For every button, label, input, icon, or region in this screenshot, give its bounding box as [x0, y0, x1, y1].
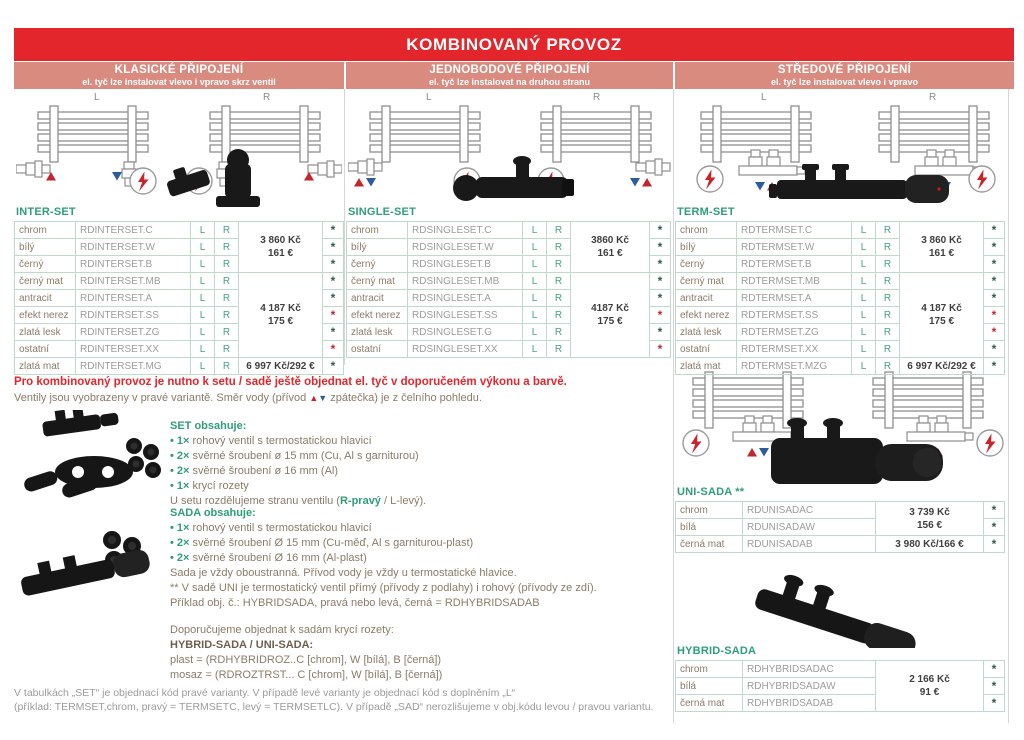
right-variant-cell: R: [547, 239, 571, 256]
table-title: HYBRID-SADA: [677, 645, 757, 657]
order-code-cell: RDUNISADAB: [743, 536, 876, 553]
stock-asterisk: *: [323, 290, 344, 307]
left-variant-cell: L: [191, 358, 215, 375]
column-header-klasicke: [14, 62, 344, 89]
stock-asterisk: *: [323, 239, 344, 256]
right-variant-cell: R: [876, 324, 900, 341]
stock-asterisk: *: [323, 324, 344, 341]
left-variant-cell: L: [191, 239, 215, 256]
table-row: [676, 661, 1005, 678]
order-code-cell: RDHYBRIDSADAB: [743, 695, 876, 712]
right-variant-cell: R: [215, 341, 239, 358]
list-item: • 1× rohový ventil s termostatickou hlavicí: [170, 522, 372, 534]
stock-asterisk: *: [984, 290, 1005, 307]
left-variant-cell: L: [523, 290, 547, 307]
order-code-cell: RDTERMSET.W: [737, 239, 852, 256]
flow-in-icon: [642, 178, 652, 187]
order-code-cell: RDTERMSET.XX: [737, 341, 852, 358]
price-cell: 3 860 Kč 161 €: [900, 222, 984, 273]
left-variant-cell: L: [191, 256, 215, 273]
list-item: • 2× svěrné šroubení Ø 15 mm (Cu-měď, Al s garniturou-plast): [170, 537, 474, 549]
column-title: JEDNOBODOVÉ PŘIPOJENÍ: [429, 64, 590, 76]
order-code-cell: RDSINGLESET.SS: [408, 307, 523, 324]
list-item: • 1× rohový ventil s termostatickou hlavicí: [170, 435, 372, 447]
right-variant-cell: R: [876, 256, 900, 273]
stock-asterisk: *: [984, 273, 1005, 290]
flow-out-icon: ▼: [318, 393, 328, 403]
right-variant-cell: R: [215, 273, 239, 290]
left-variant-cell: L: [523, 273, 547, 290]
price-cell: 4 187 Kč 175 €: [900, 273, 984, 358]
table-row: [676, 502, 1005, 519]
stock-asterisk: *: [650, 290, 671, 307]
sada-contents-block: [170, 506, 675, 683]
right-variant-cell: R: [215, 358, 239, 375]
sada-items-list: [170, 521, 675, 566]
color-cell: černý: [15, 256, 76, 273]
text-line: plast = (RDHYBRIDROZ..C [chrom], W [bílá], B [černá]): [170, 654, 442, 666]
order-code-cell: RDINTERSET.ZG: [76, 324, 191, 341]
right-variant-cell: R: [876, 239, 900, 256]
order-code-cell: RDSINGLESET.C: [408, 222, 523, 239]
electric-rod-icon: [683, 430, 709, 456]
set-heading: SET obsahuje:: [170, 420, 247, 432]
column-headers: [14, 62, 1014, 89]
right-variant-cell: R: [876, 341, 900, 358]
radiator-left-label: L: [426, 92, 432, 103]
price-cell: 3 739 Kč 156 €: [876, 502, 984, 536]
column-title: KLASICKÉ PŘIPOJENÍ: [114, 64, 244, 76]
left-variant-cell: L: [523, 307, 547, 324]
table-row: [347, 273, 671, 290]
color-cell: černý: [676, 256, 737, 273]
table-row: [676, 358, 1005, 375]
flow-out-icon: [755, 182, 765, 191]
column-title: STŘEDOVÉ PŘIPOJENÍ: [777, 64, 912, 76]
table-title: INTER-SET: [16, 206, 76, 218]
order-code-cell: RDINTERSET.C: [76, 222, 191, 239]
electric-rod-icon: [977, 430, 1003, 456]
stock-asterisk: *: [984, 222, 1005, 239]
text-line: Sada je vždy oboustranná. Přívod vody je vždy u termostatické hlavice.: [170, 567, 517, 579]
table-row: [676, 536, 1005, 553]
order-code-cell: RDINTERSET.MB: [76, 273, 191, 290]
list-item: • 2× svěrné šroubení ø 16 mm (Al): [170, 465, 339, 477]
color-cell: černý mat: [676, 273, 737, 290]
stock-asterisk: *: [323, 256, 344, 273]
column-subtitle: el. tyč lze instalovat na druhou stranu: [428, 77, 591, 87]
set-contents-block: [170, 419, 675, 509]
order-code-cell: RDSINGLESET.B: [408, 256, 523, 273]
right-variant-cell: R: [876, 290, 900, 307]
diagram-jednobodove-pripojeni: [348, 90, 673, 212]
page-title: KOMBINOVANÝ PROVOZ: [406, 34, 622, 54]
text-line: ** V sadě UNI je termostatický ventil přímý (přívody z podlahy) i rohový (přívody ze zdí).: [170, 582, 597, 594]
color-cell: zlatá lesk: [347, 324, 408, 341]
stock-asterisk: *: [323, 273, 344, 290]
order-code-cell: RDSINGLESET.A: [408, 290, 523, 307]
color-cell: antracit: [676, 290, 737, 307]
color-cell: antracit: [347, 290, 408, 307]
left-variant-cell: L: [852, 290, 876, 307]
rozety-heading: HYBRID-SADA / UNI-SADA:: [170, 639, 314, 651]
color-cell: bílý: [15, 239, 76, 256]
price-table: [346, 221, 671, 358]
right-variant-cell: R: [876, 307, 900, 324]
left-variant-cell: L: [191, 307, 215, 324]
hybrid-sada-product-photo: [735, 556, 955, 648]
left-variant-cell: L: [852, 239, 876, 256]
table-row: [676, 273, 1005, 290]
right-variant-cell: R: [215, 307, 239, 324]
right-variant-cell: R: [547, 341, 571, 358]
left-variant-cell: L: [523, 256, 547, 273]
single-set-table-section: [346, 206, 671, 358]
color-cell: antracit: [15, 290, 76, 307]
sada-heading: SADA obsahuje:: [170, 507, 256, 519]
left-variant-cell: L: [852, 222, 876, 239]
left-variant-cell: L: [191, 290, 215, 307]
rozety-lines: [170, 653, 675, 683]
stock-asterisk: *: [984, 519, 1005, 536]
single-set-product-photo: [453, 156, 574, 201]
footer-note: V tabulkách „SET“ je objednací kód pravé varianty. V případě levé varianty je objednací kód s doplněním „L“ (příklad: TERMSET,chrom, pravý = TERMSETC, levý = TERMSETLC). V případě „SAD“ nerozlišujeme v obj.kódu levou / pravou variantu.: [14, 687, 654, 713]
sada-notes: [170, 566, 675, 611]
order-code-cell: RDTERMSET.MB: [737, 273, 852, 290]
column-divider: [344, 89, 345, 365]
color-cell: zlatá mat: [676, 358, 737, 375]
price-cell: 3 980 Kč/166 €: [876, 536, 984, 553]
color-cell: bílý: [347, 239, 408, 256]
left-variant-cell: L: [523, 239, 547, 256]
color-cell: chrom: [347, 222, 408, 239]
order-code-cell: RDHYBRIDSADAW: [743, 678, 876, 695]
color-cell: efekt nerez: [15, 307, 76, 324]
stock-asterisk: *: [984, 536, 1005, 553]
set-footer: U setu rozdělujeme stranu ventilu (R-pravý / L-levý).: [170, 495, 427, 507]
stock-asterisk: *: [984, 678, 1005, 695]
order-code-cell: RDINTERSET.A: [76, 290, 191, 307]
diagram-stredove-pripojeni: [677, 90, 1012, 212]
text-line: Příklad obj. č.: HYBRIDSADA, pravá nebo levá, černá = RDHYBRIDSADAB: [170, 597, 540, 609]
set-items-list: [170, 434, 675, 494]
left-variant-cell: L: [852, 256, 876, 273]
price-cell: 3 860 Kč 161 €: [239, 222, 323, 273]
column-subtitle: el. tyč lze instalovat vlevo i vpravo skrz ventil: [82, 77, 276, 87]
page-title-banner: [14, 28, 1014, 61]
color-cell: chrom: [676, 502, 743, 519]
stock-asterisk: *: [984, 239, 1005, 256]
stock-asterisk: *: [650, 239, 671, 256]
order-code-cell: RDINTERSET.W: [76, 239, 191, 256]
order-code-cell: RDSINGLESET.W: [408, 239, 523, 256]
order-code-cell: RDSINGLESET.XX: [408, 341, 523, 358]
order-code-cell: RDTERMSET.B: [737, 256, 852, 273]
color-cell: zlatá lesk: [15, 324, 76, 341]
color-cell: černá mat: [676, 536, 743, 553]
color-cell: černý: [347, 256, 408, 273]
stock-asterisk: *: [984, 661, 1005, 678]
order-code-cell: RDSINGLESET.MB: [408, 273, 523, 290]
stock-asterisk: *: [984, 324, 1005, 341]
price-cell: 3860 Kč 161 €: [571, 222, 650, 273]
color-cell: ostatní: [15, 341, 76, 358]
hybrid-sada-table-section: [675, 645, 1005, 712]
stock-asterisk: *: [323, 358, 344, 375]
color-cell: ostatní: [347, 341, 408, 358]
stock-asterisk: *: [650, 307, 671, 324]
intro-flow-text: Ventily jsou vyobrazeny v pravé variantě. Směr vody (přívod ▲▼ zpátečka) je z čelního pohledu.: [14, 392, 482, 404]
stock-asterisk: *: [650, 273, 671, 290]
order-code-cell: RDSINGLESET.G: [408, 324, 523, 341]
radiator-right-label: R: [263, 92, 271, 103]
left-variant-cell: L: [523, 222, 547, 239]
color-cell: chrom: [15, 222, 76, 239]
right-variant-cell: R: [215, 290, 239, 307]
color-cell: zlatá mat: [15, 358, 76, 375]
table-title: SINGLE-SET: [348, 206, 417, 218]
electric-rod-icon: [969, 166, 995, 192]
right-variant-cell: R: [215, 239, 239, 256]
uni-sada-table-section: [675, 486, 1005, 553]
color-cell: ostatní: [676, 341, 737, 358]
diagram-klasicke-pripojeni: [16, 90, 342, 212]
right-variant-cell: R: [876, 358, 900, 375]
price-table: [14, 221, 344, 375]
right-variant-cell: R: [547, 222, 571, 239]
price-cell: 4 187 Kč 175 €: [239, 273, 323, 358]
price-cell: 2 166 Kč 91 €: [876, 661, 984, 712]
stock-asterisk: *: [650, 324, 671, 341]
color-cell: černý mat: [15, 273, 76, 290]
table-title: UNI-SADA **: [677, 486, 745, 498]
stock-asterisk: *: [984, 341, 1005, 358]
order-code-cell: RDUNISADAW: [743, 519, 876, 536]
electric-rod-icon: [130, 168, 156, 194]
order-code-cell: RDINTERSET.SS: [76, 307, 191, 324]
stock-asterisk: *: [323, 222, 344, 239]
color-cell: bílá: [676, 519, 743, 536]
column-header-jednobodove: [346, 62, 673, 89]
flow-in-icon: [354, 178, 364, 187]
price-table: [675, 221, 1005, 375]
order-code-cell: RDTERMSET.MZG: [737, 358, 852, 375]
order-code-cell: RDINTERSET.B: [76, 256, 191, 273]
radiator-left-label: L: [761, 92, 767, 103]
color-cell: černá mat: [676, 695, 743, 712]
right-variant-cell: R: [215, 324, 239, 341]
intro-paragraph: [14, 375, 669, 406]
right-variant-cell: R: [547, 290, 571, 307]
order-code-cell: RDINTERSET.MG: [76, 358, 191, 375]
set-contents-photo: [14, 410, 164, 504]
right-variant-cell: R: [215, 222, 239, 239]
color-cell: bílá: [676, 678, 743, 695]
stock-asterisk: *: [323, 307, 344, 324]
price-table: [675, 501, 1005, 553]
right-variant-cell: R: [215, 256, 239, 273]
left-variant-cell: L: [191, 222, 215, 239]
stock-asterisk: *: [323, 341, 344, 358]
order-code-cell: RDTERMSET.SS: [737, 307, 852, 324]
term-set-table-section: [675, 206, 1005, 375]
stock-asterisk: *: [984, 358, 1005, 375]
stock-asterisk: *: [984, 695, 1005, 712]
left-variant-cell: L: [852, 307, 876, 324]
right-variant-cell: R: [547, 307, 571, 324]
text-line: mosaz = (RDROZTRST... C [chrom], W [bílá], B [černá]): [170, 669, 443, 681]
color-cell: bílý: [676, 239, 737, 256]
flow-in-icon: ▲: [309, 393, 319, 403]
color-cell: efekt nerez: [676, 307, 737, 324]
column-header-stredove: [675, 62, 1014, 89]
price-cell: 6 997 Kč/292 €: [900, 358, 984, 375]
flow-out-icon: [759, 448, 769, 457]
table-title: TERM-SET: [677, 206, 735, 218]
right-variant-cell: R: [547, 324, 571, 341]
color-cell: chrom: [676, 222, 737, 239]
table-row: [676, 222, 1005, 239]
list-item: • 1× krycí rozety: [170, 480, 249, 492]
rozety-intro: Doporučujeme objednat k sadám krycí rozety:: [170, 624, 394, 636]
color-cell: efekt nerez: [347, 307, 408, 324]
table-row: [347, 222, 671, 239]
table-row: [15, 273, 344, 290]
list-item: • 2× svěrné šroubení ø 15 mm (Cu, Al s garniturou): [170, 450, 419, 462]
column-subtitle: el. tyč lze instalovat vlevo i vpravo: [770, 77, 919, 87]
table-row: [15, 222, 344, 239]
left-variant-cell: L: [523, 324, 547, 341]
order-code-cell: RDHYBRIDSADAC: [743, 661, 876, 678]
order-code-cell: RDUNISADAC: [743, 502, 876, 519]
left-variant-cell: L: [191, 273, 215, 290]
radiator-right-label: R: [593, 92, 601, 103]
price-table: [675, 660, 1005, 712]
electric-rod-icon: [697, 166, 723, 192]
right-variant-cell: R: [876, 222, 900, 239]
radiator-right-label: R: [929, 92, 937, 103]
left-variant-cell: L: [852, 324, 876, 341]
flow-out-icon: [112, 172, 122, 181]
order-code-cell: RDTERMSET.ZG: [737, 324, 852, 341]
inter-set-table-section: [14, 206, 344, 375]
diagram-uni-sada: [677, 366, 1012, 490]
left-variant-cell: L: [852, 273, 876, 290]
color-cell: černý mat: [347, 273, 408, 290]
right-variant-cell: R: [876, 273, 900, 290]
price-cell: 6 997 Kč/292 €: [239, 358, 323, 375]
radiator-left-label: L: [94, 92, 100, 103]
left-variant-cell: L: [523, 341, 547, 358]
right-variant-cell: R: [547, 256, 571, 273]
order-code-cell: RDTERMSET.A: [737, 290, 852, 307]
left-variant-cell: L: [852, 358, 876, 375]
flow-out-icon: [630, 178, 640, 187]
order-code-cell: RDTERMSET.C: [737, 222, 852, 239]
left-variant-cell: L: [852, 341, 876, 358]
order-code-cell: RDINTERSET.XX: [76, 341, 191, 358]
color-cell: zlatá lesk: [676, 324, 737, 341]
table-row: [15, 358, 344, 375]
stock-asterisk: *: [984, 307, 1005, 324]
intro-warning-text: Pro kombinovaný provoz je nutno k setu / sadě ještě objednat el. tyč v doporučeném výkonu a barvě.: [14, 376, 567, 388]
stock-asterisk: *: [650, 341, 671, 358]
flow-out-icon: [366, 178, 376, 187]
left-variant-cell: L: [191, 324, 215, 341]
stock-asterisk: *: [650, 256, 671, 273]
stock-asterisk: *: [984, 502, 1005, 519]
color-cell: chrom: [676, 661, 743, 678]
list-item: • 2× svěrné šroubení Ø 16 mm (Al-plast): [170, 552, 367, 564]
stock-asterisk: *: [650, 222, 671, 239]
flow-in-icon: [747, 448, 757, 457]
right-variant-cell: R: [547, 273, 571, 290]
sada-contents-photo: [12, 516, 177, 624]
stock-asterisk: *: [984, 256, 1005, 273]
price-cell: 4187 Kč 175 €: [571, 273, 650, 358]
left-variant-cell: L: [191, 341, 215, 358]
